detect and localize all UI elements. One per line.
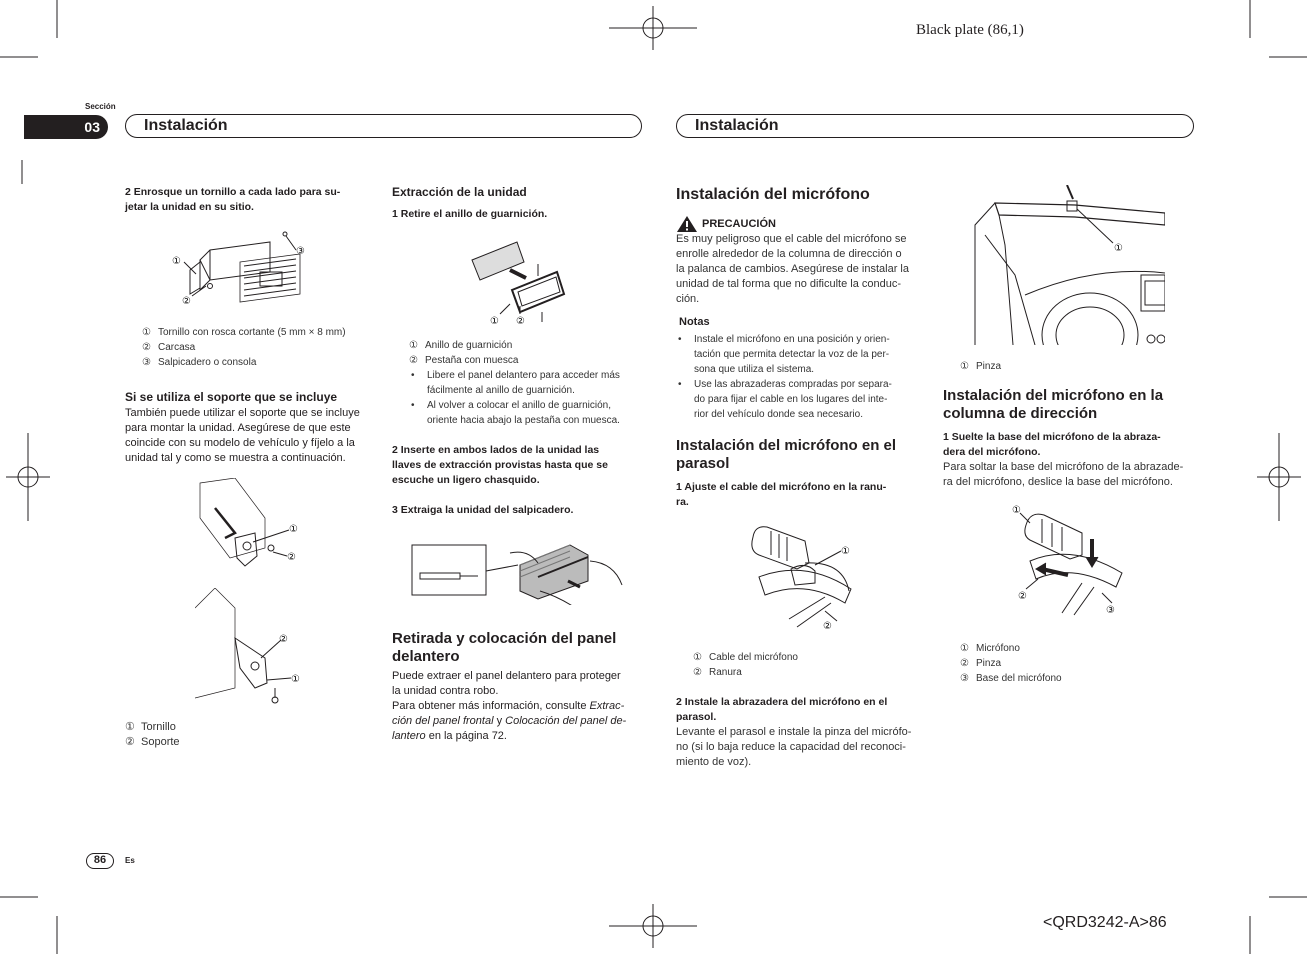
trim-notes xyxy=(409,368,649,428)
column-3 xyxy=(676,185,926,510)
text-line: ción del panel frontal y Colocación del panel de- xyxy=(392,715,627,727)
text-line: no (si lo baja reduce la capacidad del reconoci- xyxy=(676,741,906,753)
document-code: <QRD3242-A>86 xyxy=(1043,914,1167,931)
step-line: escuche un ligero chasquido. xyxy=(392,474,540,486)
legend-mic-clip xyxy=(693,650,893,680)
bracket-figure-2 xyxy=(195,588,315,708)
legend-screw xyxy=(142,325,382,370)
steering-heading-line: columna de dirección xyxy=(943,405,1098,422)
legend-item: ② Ranura xyxy=(693,667,742,678)
text-line: También puede utilizar el soporte que se incluye xyxy=(125,407,360,419)
note-item: • Use las abrazaderas compradas por separa- do para fijar el cable en los lugares del inte- rior del vehículo donde sea necesario. xyxy=(676,377,926,422)
text-line: lantero en la página 72. xyxy=(392,730,507,742)
link-extraction-line1[interactable]: Extrac- xyxy=(589,700,625,712)
legend-bracket xyxy=(125,720,285,750)
steering-column-figure xyxy=(1012,503,1132,618)
fig-label-1: ① xyxy=(490,316,499,327)
text-line: unidad de tal forma que no dificulte la conduc- xyxy=(676,278,902,290)
sun-visor-heading-line: Instalación del micrófono en el xyxy=(676,437,897,454)
warning-icon xyxy=(676,215,698,233)
legend-steering xyxy=(960,641,1160,686)
page-number: 86 xyxy=(86,853,114,869)
bracket-heading: Si se utiliza el soporte que se incluye xyxy=(125,390,338,404)
fig-label-1: ① xyxy=(1012,505,1021,516)
text-line: unidad tal y como se muestra a continuación. xyxy=(125,452,346,464)
extraction-step-3 xyxy=(392,503,642,518)
column-2 xyxy=(392,185,642,222)
step-2-line-1: 2 Enrosque un tornillo a cada lado para su- xyxy=(125,186,341,198)
step-line: parasol. xyxy=(676,711,717,723)
legend-item: ③ Salpicadero o consola xyxy=(142,357,257,368)
note-item: • Instale el micrófono en una posición y orien- tación que permita detectar la voz de la per- sona que utiliza el sistema. xyxy=(676,332,926,377)
trim-ring-figure xyxy=(462,232,572,327)
legend-item: ① Cable del micrófono xyxy=(693,652,798,663)
fig-label-1: ① xyxy=(1114,243,1123,254)
link-extraction-line2[interactable]: ción del panel frontal xyxy=(392,715,494,727)
text-line: para montar la unidad. Asegúrese de que este xyxy=(125,422,351,434)
step-line: 2 Inserte en ambos lados de la unidad las xyxy=(392,444,600,456)
step-line: 2 Instale la abrazadera del micrófono en el xyxy=(676,696,888,708)
text-line: la palanca de cambios. Asegúrese de instalar la xyxy=(676,263,909,275)
fig-label-1: ① xyxy=(841,546,850,557)
plate-label: Black plate (86,1) xyxy=(916,22,1024,38)
legend-item: ① Micrófono xyxy=(960,643,1020,654)
notes-list xyxy=(676,332,926,422)
screw-mount-figure xyxy=(170,222,320,312)
legend-item: ② Pestaña con muesca xyxy=(409,355,519,366)
legend-item: ② Soporte xyxy=(125,736,180,748)
text-line: Levante el parasol e instale la pinza del micrófo- xyxy=(676,726,912,738)
step-line: 3 Extraiga la unidad del salpicadero. xyxy=(392,504,574,516)
bracket-figure-1 xyxy=(195,478,305,578)
text-line: Para soltar la base del micrófono de la abrazade- xyxy=(943,461,1184,473)
notes-label: Notas xyxy=(679,316,710,328)
note-item: • Libere el panel delantero para acceder más fácilmente al anillo de guarnición. xyxy=(409,368,649,398)
column-1 xyxy=(125,185,375,215)
extraction-heading: Extracción de la unidad xyxy=(392,185,527,199)
panel-section xyxy=(392,630,642,744)
fig-label-2: ② xyxy=(279,634,288,645)
fig-label-2: ② xyxy=(287,552,296,563)
step-line: llaves de extracción provistas hasta que se xyxy=(392,459,608,471)
legend-item: ② Carcasa xyxy=(142,342,196,353)
fig-label-2: ② xyxy=(823,621,832,632)
bracket-section xyxy=(125,390,380,466)
text-line: enrolle alrededor de la columna de dirección o xyxy=(676,248,902,260)
sun-visor-heading-line: parasol xyxy=(676,455,730,472)
panel-heading-line: delantero xyxy=(392,648,460,665)
text-line: ra del micrófono, deslice la base del micrófono. xyxy=(943,476,1173,488)
caution-row xyxy=(676,215,926,232)
section-label: Sección xyxy=(85,102,116,111)
column-4 xyxy=(943,387,1198,490)
text-line: la unidad contra robo. xyxy=(392,685,499,697)
text-line: Para obtener más información, consulte Extrac- xyxy=(392,700,625,712)
microphone-title: Instalación del micrófono xyxy=(676,186,870,203)
section-number-tab: 03 xyxy=(24,115,108,139)
fig-label-1: ① xyxy=(291,674,300,685)
extraction-step-1: 1 Retire el anillo de guarnición. xyxy=(392,208,548,220)
text-line: coincide con su modelo de vehículo y fíjelo a la xyxy=(125,437,355,449)
legend-item: ① Tornillo xyxy=(125,721,176,733)
step-line: 1 Suelte la base del micrófono de la abraza- xyxy=(943,431,1161,443)
link-placement-line2[interactable]: lantero xyxy=(392,730,426,742)
fig-label-2: ② xyxy=(1018,591,1027,602)
extraction-figure xyxy=(410,535,630,605)
legend-item: ① Pinza xyxy=(960,361,1002,372)
fig-label-1: ① xyxy=(289,524,298,535)
text-line: miento de voz). xyxy=(676,756,752,768)
steering-heading-line: Instalación del micrófono en la xyxy=(943,387,1164,404)
sun-visor-step-2 xyxy=(676,695,926,770)
legend-item: ③ Base del micrófono xyxy=(960,673,1062,684)
mic-clip-figure xyxy=(745,523,865,633)
link-placement-line1[interactable]: Colocación del panel de- xyxy=(505,715,627,727)
text-line: Puede extraer el panel delantero para proteger xyxy=(392,670,621,682)
text-line: Es muy peligroso que el cable del micrófono se xyxy=(676,233,907,245)
header-right-title: Instalación xyxy=(676,114,1194,138)
step-line: ra. xyxy=(676,496,689,508)
fig-label-2: ② xyxy=(182,296,191,307)
note-item: • Al volver a colocar el anillo de guarnición, oriente hacia abajo la pestaña con muesca. xyxy=(409,398,649,428)
legend-trim xyxy=(409,338,649,368)
caution-label: PRECAUCIÓN xyxy=(702,218,776,230)
fig-label-1: ① xyxy=(172,256,181,267)
header-left-title: Instalación xyxy=(125,114,642,138)
legend-item: ① Anillo de guarnición xyxy=(409,340,513,351)
legend-item: ① Tornillo con rosca cortante (5 mm × 8 mm) xyxy=(142,327,346,338)
text-line: ción. xyxy=(676,293,700,305)
extraction-step-2 xyxy=(392,443,642,488)
legend-sun-visor xyxy=(960,359,1160,374)
fig-label-2: ② xyxy=(516,316,525,327)
step-2-line-2: jetar la unidad en su sitio. xyxy=(125,201,254,213)
language-label: Es xyxy=(125,856,135,865)
sun-visor-figure xyxy=(965,185,1165,345)
fig-label-3: ③ xyxy=(296,246,305,257)
fig-label-3: ③ xyxy=(1106,605,1115,616)
panel-heading-line: Retirada y colocación del panel xyxy=(392,630,617,647)
step-line: dera del micrófono. xyxy=(943,446,1041,458)
step-line: 1 Ajuste el cable del micrófono en la ranu- xyxy=(676,481,887,493)
legend-item: ② Pinza xyxy=(960,658,1002,669)
